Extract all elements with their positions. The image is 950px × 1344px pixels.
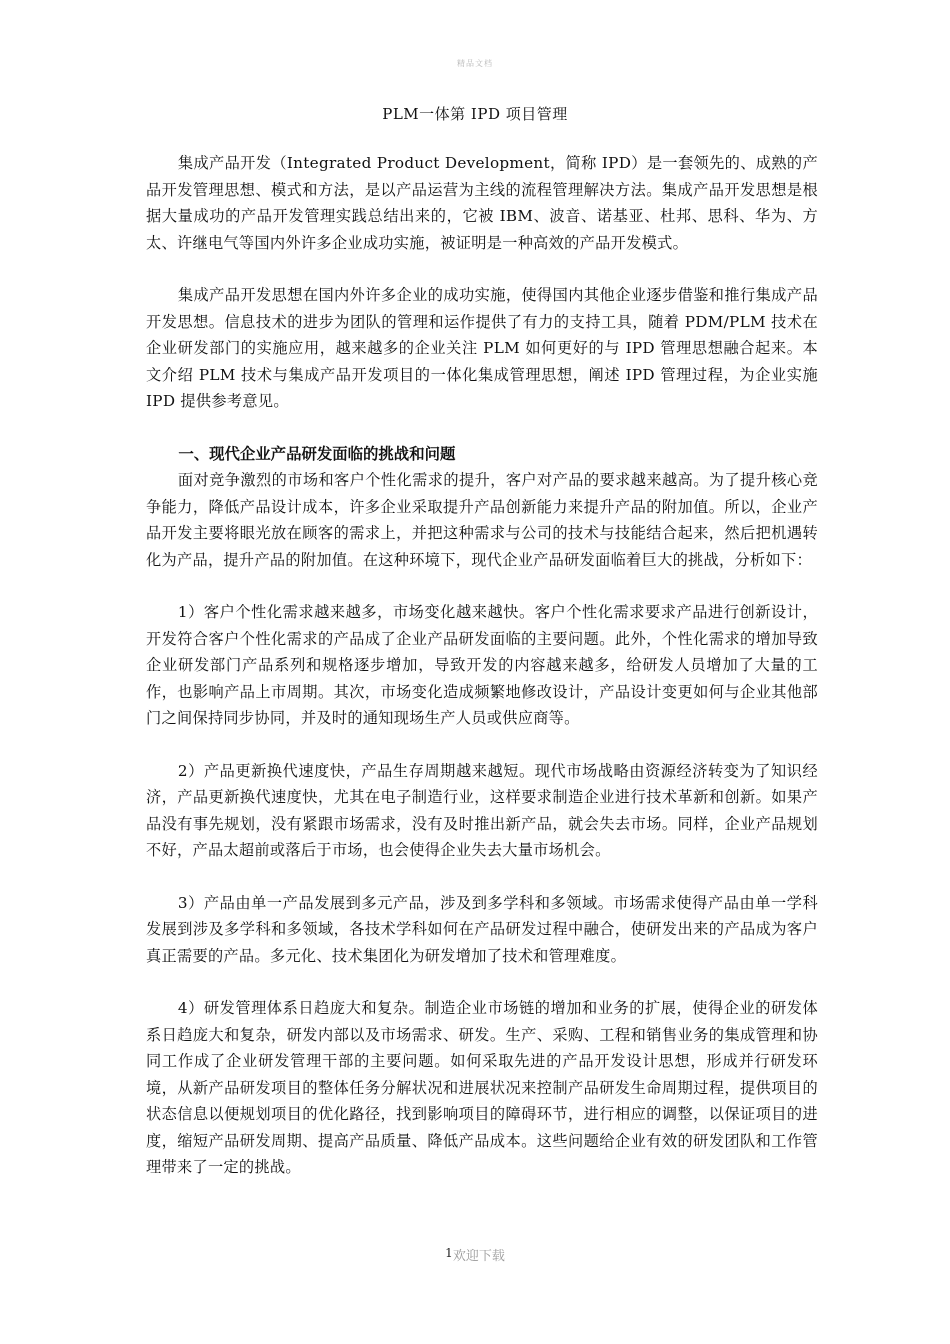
section-heading: 一、现代企业产品研发面临的挑战和问题 — [178, 444, 456, 463]
document-body — [146, 150, 818, 1181]
footer-text: 欢迎下载 — [452, 1249, 505, 1264]
page-footer — [0, 1245, 950, 1264]
challenge-item-1: 1）客户个性化需求越来越多，市场变化越来越快。客户个性化需求要求产品进行创新设计，开发符合客户个性化需求的产品成了企业产品研发面临的主要问题。此外，个性化需求的增加导致企业研发部门产品系列和规格逐步增加，导致开发的内容越来越多，给研发人员增加了大量的工作，也影响产品上市周期。其次，市场变化造成频繁地修改设计，产品设计变更如何与企业其他部门之间保持同步协同，并及时的通知现场生产人员或供应商等。 — [146, 603, 818, 727]
header-watermark: 精品文档 — [457, 59, 493, 68]
challenge-item-3: 3）产品由单一产品发展到多元产品，涉及到多学科和多领域。市场需求使得产品由单一学科发展到涉及多学科和多领域，各技术学科如何在产品研发过程中融合，使研发出来的产品成为客户真正需要的产品。多元化、技术集团化为研发增加了技术和管理难度。 — [146, 893, 818, 965]
section-lead-paragraph: 面对竞争激烈的市场和客户个性化需求的提升，客户对产品的要求越来越高。为了提升核心竞争能力，降低产品设计成本，许多企业采取提升产品创新能力来提升产品的附加值。所以，企业产品开发主要将眼光放在顾客的需求上，并把这种需求与公司的技术与技能结合起来，然后把机遇转化为产品，提升产品的附加值。在这种环境下，现代企业产品研发面临着巨大的挑战，分析如下： — [146, 471, 818, 569]
page-number: 1 — [445, 1246, 453, 1260]
intro-paragraph-2: 集成产品开发思想在国内外许多企业的成功实施，使得国内其他企业逐步借鉴和推行集成产品开发思想。信息技术的进步为团队的管理和运作提供了有力的支持工具，随着 PDM/PLM 技术在企业研发部门的实施应用，越来越多的企业关注 PLM 如何更好的与 IPD 管理思想融合起来。本文介绍 PLM 技术与集成产品开发项目的一体化集成管理思想，阐述 IPD 管理过程，为企业实施 IPD 提供参考意见。 — [146, 286, 818, 410]
intro-paragraph-1: 集成产品开发（Integrated Product Development，简称 IPD）是一套领先的、成熟的产品开发管理思想、模式和方法，是以产品运营为主线的流程管理解决方法。集成产品开发思想是根据大量成功的产品开发管理实践总结出来的，它被 IBM、波音、诺基亚、杜邦、思科、华为、方太、许继电气等国内外许多企业成功实施，被证明是一种高效的产品开发模式。 — [146, 154, 818, 252]
challenge-item-2: 2）产品更新换代速度快，产品生存周期越来越短。现代市场战略由资源经济转变为了知识经济，产品更新换代速度快，尤其在电子制造行业，这样要求制造企业进行技术革新和创新。如果产品没有事先规划，没有紧跟市场需求，没有及时推出新产品，就会失去市场。同样，企业产品规划不好，产品太超前或落后于市场，也会使得企业失去大量市场机会。 — [146, 761, 818, 859]
challenge-item-4: 4）研发管理体系日趋庞大和复杂。制造企业市场链的增加和业务的扩展，使得企业的研发体系日趋庞大和复杂，研发内部以及市场需求、研发。生产、采购、工程和销售业务的集成管理和协同工作成了企业研发管理干部的主要问题。如何采取先进的产品开发设计思想，形成并行研发环境，从新产品研发项目的整体任务分解状况和进展状况来控制产品研发生命周期过程，提供项目的状态信息以便规划项目的优化路径，找到影响项目的障碍环节，进行相应的调整，以保证项目的进度，缩短产品研发周期、提高产品质量、降低产品成本。这些问题给企业有效的研发团队和工作管理带来了一定的挑战。 — [146, 999, 818, 1176]
document-title: PLM一体第 IPD 项目管理 — [382, 105, 568, 123]
